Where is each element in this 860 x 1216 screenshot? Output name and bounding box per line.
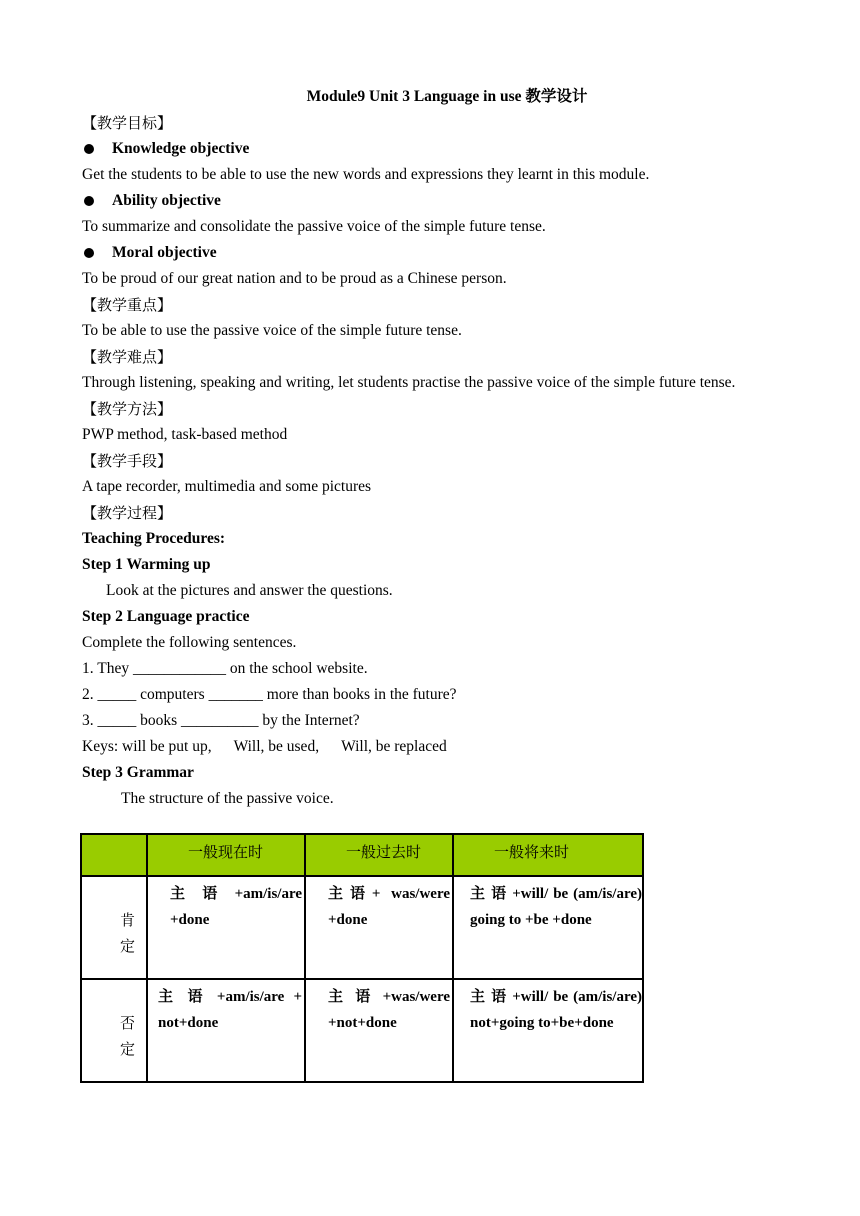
table-header-past: 一般过去时 bbox=[305, 834, 453, 876]
step3-heading: Step 3 Grammar bbox=[82, 764, 194, 781]
table-cell: 主语+ was/were +done bbox=[305, 876, 453, 979]
row-label-negative: 否定 bbox=[81, 979, 147, 1082]
process-heading: 【教学过程】 bbox=[82, 504, 173, 522]
table-cell: 主 语 +will/ be (am/is/are) not+going to+be+done bbox=[453, 979, 643, 1082]
row-label-affirmative: 肯定 bbox=[81, 876, 147, 979]
step2-intro: Complete the following sentences. bbox=[82, 634, 297, 651]
difficulties-text: Through listening, speaking and writing, let students practise the passive voice of the simple future tense. bbox=[82, 374, 736, 391]
table-cell: 主 语 +am/is/are + not+done bbox=[147, 979, 305, 1082]
means-heading: 【教学手段】 bbox=[82, 452, 173, 470]
ability-objective-heading: Ability objective bbox=[82, 188, 782, 214]
answer-key-1: Keys: will be put up, bbox=[82, 738, 212, 755]
document-title: Module9 Unit 3 Language in use 教学设计 bbox=[306, 88, 588, 105]
objectives-heading: 【教学目标】 bbox=[82, 114, 173, 132]
methods-text: PWP method, task-based method bbox=[82, 426, 288, 443]
table-row bbox=[81, 876, 643, 979]
answer-key-2: Will, be used, bbox=[233, 738, 320, 755]
table-row bbox=[81, 979, 643, 1082]
ability-objective-text: To summarize and consolidate the passive voice of the simple future tense. bbox=[82, 218, 546, 235]
step1-text: Look at the pictures and answer the questions. bbox=[106, 582, 393, 599]
table-cell: 主 语 +will/ be (am/is/are) going to +be +done bbox=[453, 876, 643, 979]
sentence-2: 2. _____ computers _______ more than books in the future? bbox=[82, 686, 457, 703]
passive-voice-table bbox=[80, 833, 644, 1083]
table-cell: 主 语 +am/is/are +done bbox=[147, 876, 305, 979]
methods-heading: 【教学方法】 bbox=[82, 400, 173, 418]
moral-objective-text: To be proud of our great nation and to be proud as a Chinese person. bbox=[82, 270, 507, 287]
table-header-present: 一般现在时 bbox=[147, 834, 305, 876]
difficulties-heading: 【教学难点】 bbox=[82, 348, 173, 366]
answer-keys bbox=[82, 734, 782, 760]
procedures-heading: Teaching Procedures: bbox=[82, 530, 226, 547]
means-text: A tape recorder, multimedia and some pictures bbox=[82, 478, 372, 495]
moral-objective-heading: Moral objective bbox=[82, 240, 782, 266]
table-header-corner bbox=[81, 834, 147, 876]
step2-heading: Step 2 Language practice bbox=[82, 608, 250, 625]
step3-text: The structure of the passive voice. bbox=[121, 790, 334, 807]
document-page bbox=[82, 84, 782, 812]
answer-key-3: Will, be replaced bbox=[341, 738, 447, 755]
table-header-row bbox=[81, 834, 643, 876]
sentence-1: 1. They ____________ on the school website. bbox=[82, 660, 368, 677]
table-cell: 主 语 +was/were +not+done bbox=[305, 979, 453, 1082]
knowledge-objective-text: Get the students to be able to use the new words and expressions they learnt in this module. bbox=[82, 166, 650, 183]
step1-heading: Step 1 Warming up bbox=[82, 556, 211, 573]
key-points-text: To be able to use the passive voice of the simple future tense. bbox=[82, 322, 462, 339]
knowledge-objective-heading: Knowledge objective bbox=[82, 136, 782, 162]
key-points-heading: 【教学重点】 bbox=[82, 296, 173, 314]
sentence-3: 3. _____ books __________ by the Internet? bbox=[82, 712, 360, 729]
table-header-future: 一般将来时 bbox=[453, 834, 643, 876]
